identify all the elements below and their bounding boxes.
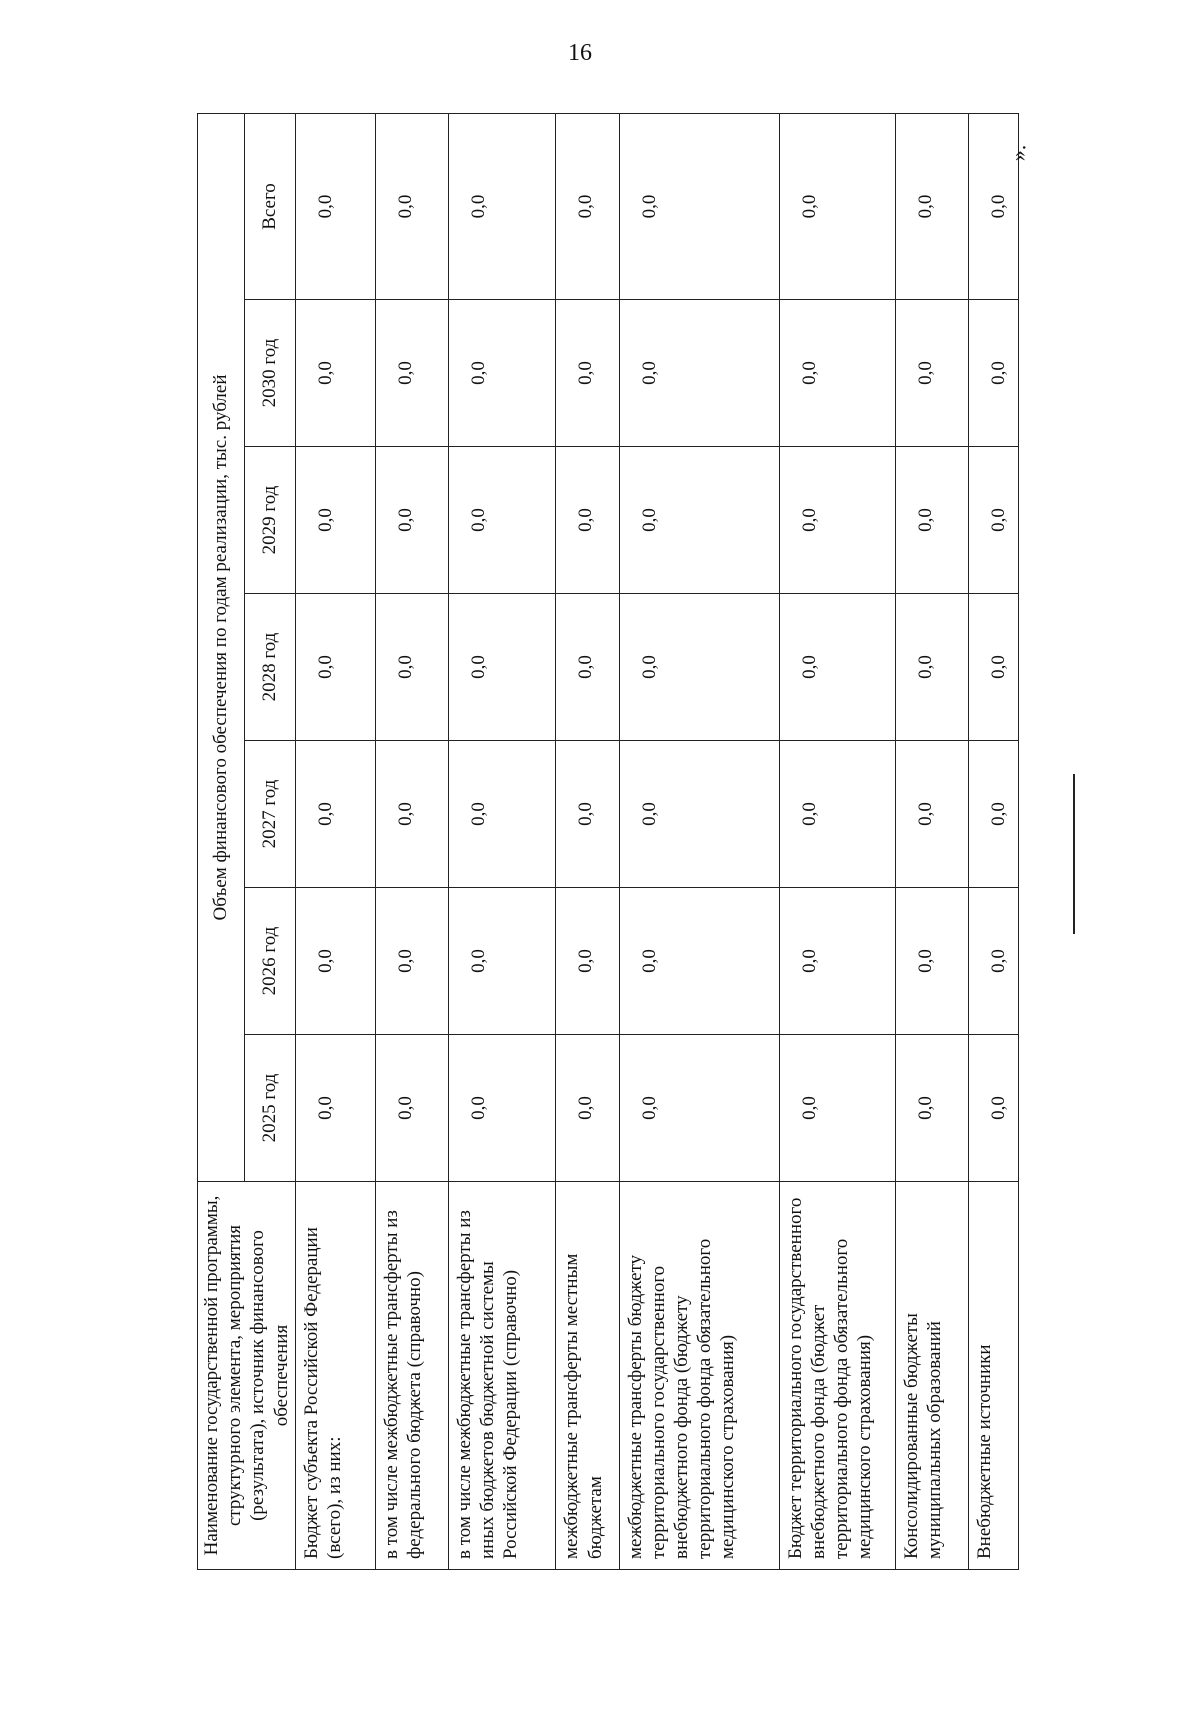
value-cell: 0,0 — [896, 113, 969, 299]
value-cell: 0,0 — [779, 300, 895, 447]
column-header: 2030 год — [244, 300, 295, 447]
row-label: Внебюджетные источники — [969, 1182, 1018, 1570]
value-cell: 0,0 — [779, 594, 895, 741]
rotated-table-container — [197, 114, 1017, 1570]
value-cell: 0,0 — [896, 300, 969, 447]
value-cell: 0,0 — [556, 888, 619, 1035]
column-header: 2028 год — [244, 594, 295, 741]
value-cell: 0,0 — [448, 1035, 556, 1182]
header-group-cell: Объем финансового обеспечения по годам реализации, тыс. рублей — [198, 113, 245, 1181]
table-row — [556, 113, 619, 1569]
value-cell: 0,0 — [619, 1035, 779, 1182]
value-cell: 0,0 — [556, 1035, 619, 1182]
column-header: 2027 год — [244, 741, 295, 888]
value-cell: 0,0 — [448, 113, 556, 299]
value-cell: 0,0 — [295, 741, 375, 888]
value-cell: 0,0 — [295, 113, 375, 299]
row-label: Бюджет субъекта Российской Федерации (всего), из них: — [295, 1182, 375, 1570]
value-cell: 0,0 — [969, 1035, 1018, 1182]
value-cell: 0,0 — [619, 594, 779, 741]
value-cell: 0,0 — [969, 300, 1018, 447]
value-cell: 0,0 — [556, 594, 619, 741]
table-row — [896, 113, 969, 1569]
value-cell: 0,0 — [375, 113, 448, 299]
value-cell: 0,0 — [295, 594, 375, 741]
value-cell: 0,0 — [896, 741, 969, 888]
value-cell: 0,0 — [375, 594, 448, 741]
value-cell: 0,0 — [375, 1035, 448, 1182]
value-cell: 0,0 — [619, 113, 779, 299]
value-cell: 0,0 — [896, 594, 969, 741]
value-cell: 0,0 — [448, 741, 556, 888]
row-label: Консолидированные бюджеты муниципальных образований — [896, 1182, 969, 1570]
table-body — [295, 113, 1018, 1569]
value-cell: 0,0 — [556, 113, 619, 299]
value-cell: 0,0 — [295, 1035, 375, 1182]
value-cell: 0,0 — [448, 300, 556, 447]
column-header: 2029 год — [244, 447, 295, 594]
value-cell: 0,0 — [969, 741, 1018, 888]
column-header: 2025 год — [244, 1035, 295, 1182]
value-cell: 0,0 — [779, 888, 895, 1035]
column-header: 2026 год — [244, 888, 295, 1035]
value-cell: 0,0 — [556, 741, 619, 888]
value-cell: 0,0 — [619, 447, 779, 594]
table-row — [969, 113, 1018, 1569]
value-cell: 0,0 — [556, 447, 619, 594]
financing-table — [197, 113, 1019, 1570]
table-row — [375, 113, 448, 1569]
value-cell: 0,0 — [448, 888, 556, 1035]
value-cell: 0,0 — [896, 447, 969, 594]
column-header: Всего — [244, 113, 295, 299]
row-label: в том числе межбюджетные трансферты из федерального бюджета (справочно) — [375, 1182, 448, 1570]
header-name-cell: Наименование государственной программы, структурного элемента, мероприятия (результата), источник финансового обеспечения — [198, 1182, 296, 1570]
table-row — [619, 113, 779, 1569]
value-cell: 0,0 — [779, 447, 895, 594]
value-cell: 0,0 — [969, 447, 1018, 594]
value-cell: 0,0 — [375, 447, 448, 594]
closing-quote-mark: ». — [1005, 144, 1031, 162]
value-cell: 0,0 — [969, 594, 1018, 741]
value-cell: 0,0 — [619, 888, 779, 1035]
value-cell: 0,0 — [779, 741, 895, 888]
row-label: межбюджетные трансферты местным бюджетам — [556, 1182, 619, 1570]
page-number: 16 — [568, 40, 592, 66]
value-cell: 0,0 — [619, 300, 779, 447]
row-label: межбюджетные трансферты бюджету территориального государственного внебюджетного фонда (бюджету территориального фонда обязательного медицинского страхования) — [619, 1182, 779, 1570]
value-cell: 0,0 — [448, 447, 556, 594]
value-cell: 0,0 — [295, 300, 375, 447]
value-cell: 0,0 — [295, 447, 375, 594]
value-cell: 0,0 — [619, 741, 779, 888]
table-row — [448, 113, 556, 1569]
value-cell: 0,0 — [375, 888, 448, 1035]
table-row — [295, 113, 375, 1569]
value-cell: 0,0 — [896, 1035, 969, 1182]
value-cell: 0,0 — [375, 300, 448, 447]
value-cell: 0,0 — [448, 594, 556, 741]
value-cell: 0,0 — [556, 300, 619, 447]
table-row — [779, 113, 895, 1569]
separator-rule — [1073, 774, 1075, 934]
value-cell: 0,0 — [375, 741, 448, 888]
value-cell: 0,0 — [969, 113, 1018, 299]
value-cell: 0,0 — [969, 888, 1018, 1035]
row-label: Бюджет территориального государственного внебюджетного фонда (бюджет территориального фонда обязательного медицинского страхования) — [779, 1182, 895, 1570]
value-cell: 0,0 — [779, 113, 895, 299]
value-cell: 0,0 — [779, 1035, 895, 1182]
value-cell: 0,0 — [295, 888, 375, 1035]
value-cell: 0,0 — [896, 888, 969, 1035]
row-label: в том числе межбюджетные трансферты из иных бюджетов бюджетной системы Российской Федерации (справочно) — [448, 1182, 556, 1570]
